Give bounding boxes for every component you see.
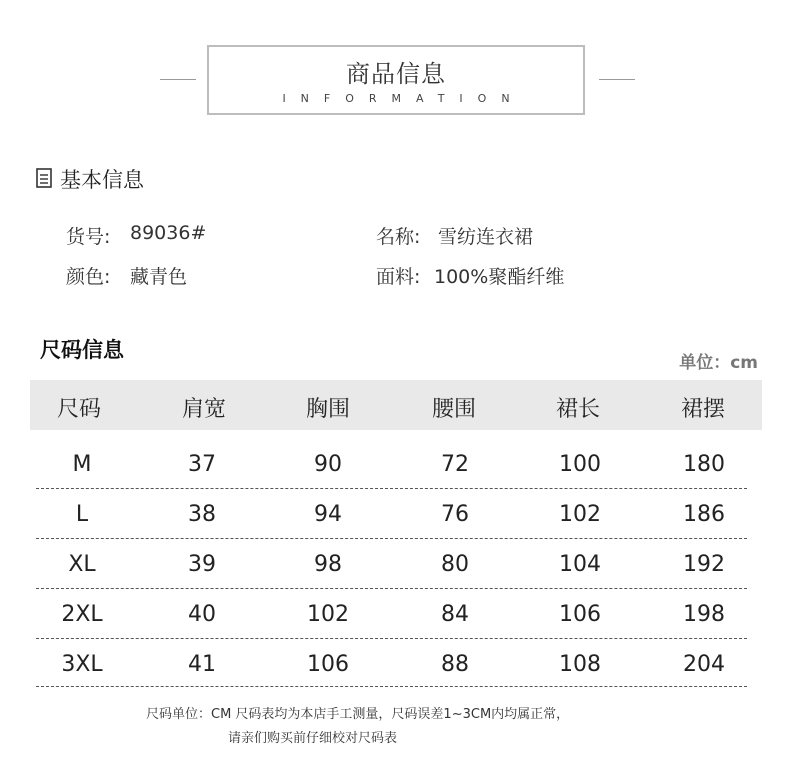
unit-label: 单位：cm xyxy=(679,353,758,373)
table-cell: 102 xyxy=(559,502,601,527)
table-cell: 106 xyxy=(307,652,349,677)
table-cell: 39 xyxy=(188,552,216,577)
size-info-title: 尺码信息 xyxy=(40,338,124,362)
table-cell: 98 xyxy=(314,552,342,577)
item-number-value: 89036# xyxy=(130,222,207,244)
header-title: 商品信息 xyxy=(346,60,446,88)
row-divider xyxy=(36,588,747,589)
table-cell: 2XL xyxy=(61,602,103,627)
header-length: 裙长 xyxy=(555,397,600,422)
row-divider xyxy=(36,686,747,687)
table-cell: L xyxy=(75,502,89,527)
name-value: 雪纺连衣裙 xyxy=(438,226,534,248)
table-cell: 72 xyxy=(441,452,469,477)
table-cell: 94 xyxy=(314,502,342,527)
table-cell: 100 xyxy=(559,452,601,477)
color-value: 藏青色 xyxy=(130,266,188,288)
row-divider xyxy=(36,538,747,539)
header-right-line xyxy=(599,79,635,80)
table-cell: 204 xyxy=(683,652,725,677)
table-cell: 40 xyxy=(188,602,216,627)
fabric-label: 面料: xyxy=(376,266,421,288)
header-left-line xyxy=(160,79,196,80)
table-cell: 180 xyxy=(683,452,725,477)
row-divider xyxy=(36,488,747,489)
fabric-value: 100%聚酯纤维 xyxy=(434,266,565,288)
header-subtitle: INFORMATION xyxy=(282,92,525,105)
table-cell: 104 xyxy=(559,552,601,577)
color-label: 颜色: xyxy=(66,266,111,288)
header-waist: 腰围 xyxy=(431,397,476,422)
table-cell: 198 xyxy=(683,602,725,627)
table-cell: 186 xyxy=(683,502,725,527)
table-cell: 88 xyxy=(441,652,469,677)
basic-info-title: 基本信息 xyxy=(60,168,144,192)
header-hem: 裙摆 xyxy=(680,397,725,422)
footer-note-line1: 尺码单位：CM 尺码表均为本店手工测量，尺码误差1~3CM内均属正常， xyxy=(146,707,570,722)
document-icon xyxy=(36,168,52,188)
header-chest: 胸围 xyxy=(305,397,350,422)
table-cell: 192 xyxy=(683,552,725,577)
table-cell: 108 xyxy=(559,652,601,677)
table-cell: M xyxy=(72,452,92,477)
table-cell: 3XL xyxy=(61,652,103,677)
footer-note-line2: 请亲们购买前仔细校对尺码表 xyxy=(228,731,398,746)
table-cell: 106 xyxy=(559,602,601,627)
table-cell: 90 xyxy=(314,452,342,477)
table-cell: 84 xyxy=(441,602,469,627)
header-size: 尺码 xyxy=(56,397,101,422)
table-cell: 76 xyxy=(441,502,469,527)
table-cell: 102 xyxy=(307,602,349,627)
name-label: 名称: xyxy=(376,226,421,248)
table-cell: XL xyxy=(68,552,96,577)
table-cell: 80 xyxy=(441,552,469,577)
header-shoulder: 肩宽 xyxy=(181,397,226,422)
row-divider xyxy=(36,638,747,639)
item-number-label: 货号: xyxy=(66,226,111,248)
table-cell: 37 xyxy=(188,452,216,477)
table-cell: 41 xyxy=(188,652,216,677)
table-cell: 38 xyxy=(188,502,216,527)
